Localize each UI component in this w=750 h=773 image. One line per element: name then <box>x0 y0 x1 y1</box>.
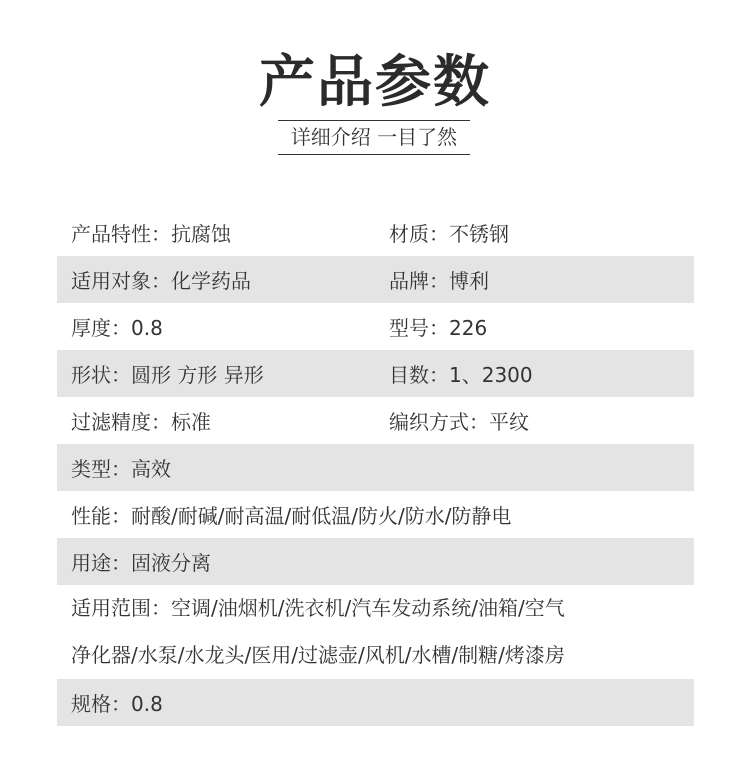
param-application-scope <box>57 585 657 679</box>
param-row <box>57 538 694 585</box>
param-applicable-object: 适用对象：化学药品 <box>71 269 251 293</box>
param-row <box>57 679 694 726</box>
param-row <box>57 303 694 350</box>
param-shape: 形状：圆形 方形 异形 <box>71 363 264 387</box>
application-scope-line-2: 净化器/水泵/水龙头/医用/过滤壶/风机/水槽/制糖/烤漆房 <box>71 643 565 667</box>
param-brand: 品牌：博利 <box>389 269 489 293</box>
param-row <box>57 397 694 444</box>
param-row <box>57 491 694 538</box>
param-filter-precision: 过滤精度：标准 <box>71 410 211 434</box>
param-performance: 性能：耐酸/耐碱/耐高温/耐低温/防火/防水/防静电 <box>71 504 512 528</box>
param-material: 材质：不锈钢 <box>389 222 509 246</box>
param-weave-method: 编织方式：平纹 <box>389 410 529 434</box>
page-title: 产品参数 <box>259 50 491 115</box>
param-usage: 用途：固液分离 <box>71 551 211 575</box>
param-mesh-count: 目数：1、2300 <box>389 363 533 387</box>
param-thickness: 厚度：0.8 <box>71 316 163 340</box>
application-scope-line-1: 适用范围：空调/油烟机/洗衣机/汽车发动系统/油箱/空气 <box>71 596 565 620</box>
param-row <box>57 444 694 491</box>
param-row <box>57 585 694 679</box>
page-subtitle: 详细介绍 一目了然 <box>290 125 458 149</box>
param-product-feature: 产品特性：抗腐蚀 <box>71 222 231 246</box>
parameter-table <box>57 209 694 726</box>
param-row <box>57 256 694 303</box>
param-row <box>57 209 694 256</box>
subtitle-box <box>278 120 470 155</box>
param-specification: 规格：0.8 <box>71 692 163 716</box>
param-type: 类型：高效 <box>71 457 171 481</box>
param-row <box>57 350 694 397</box>
param-model: 型号：226 <box>389 316 488 340</box>
